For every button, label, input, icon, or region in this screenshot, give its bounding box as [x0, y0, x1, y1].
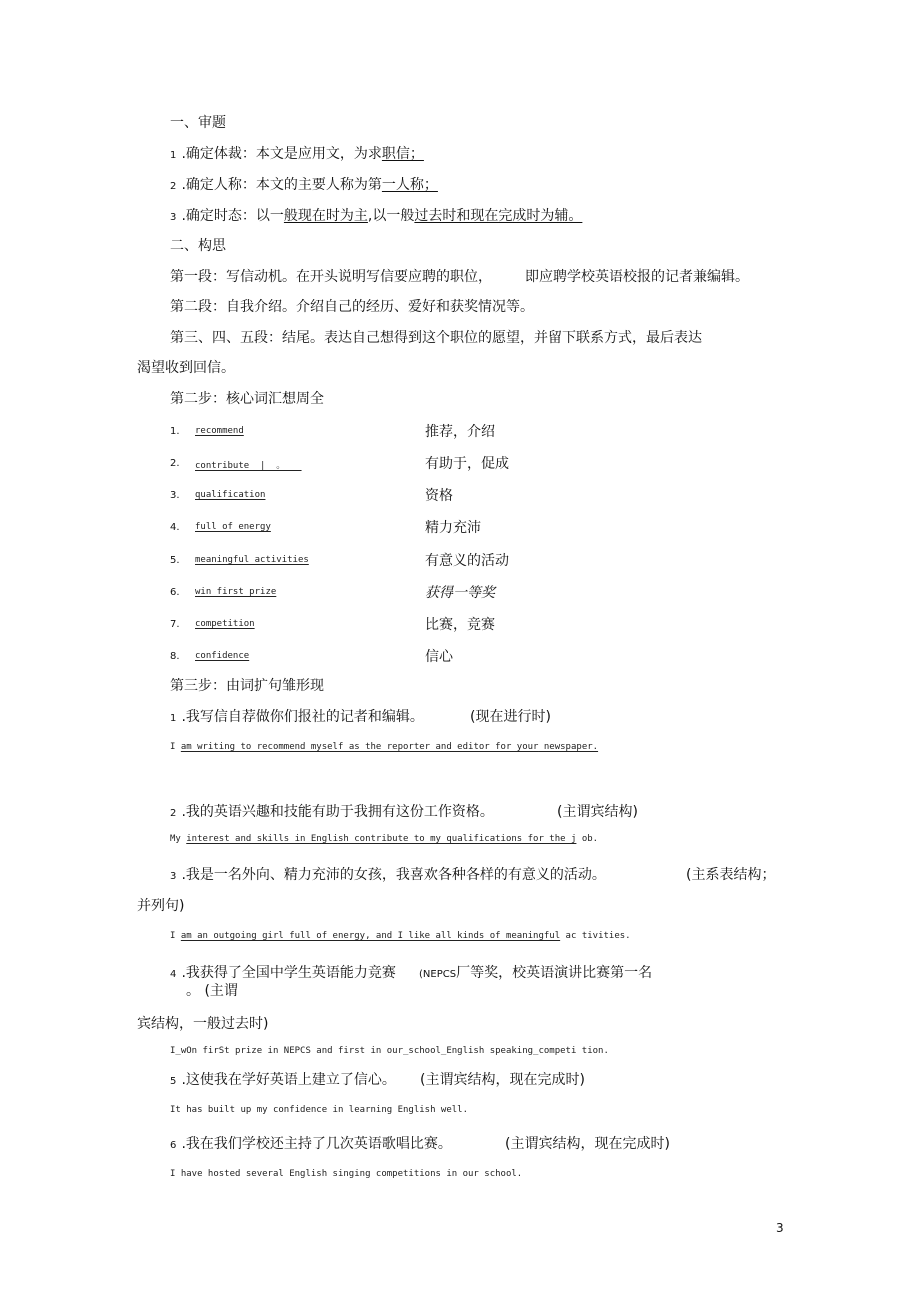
- sentence-6-note: (主谓宾结构，现在完成时): [505, 1136, 670, 1152]
- sentence-4-note-cont: 宾结构，一般过去时): [137, 1016, 269, 1032]
- sentence-1-en: I am writing to recommend myself as the reporter and editor for your newspaper.: [170, 742, 599, 752]
- item-1: 1 .确定体裁：本文是应用文，为求职信；: [170, 146, 424, 162]
- vocab-en: recommend: [195, 426, 244, 436]
- section-heading: 二、构思: [170, 238, 226, 254]
- sentence-4-note: 。 (主谓: [186, 983, 238, 999]
- vocab-num: 3.: [170, 490, 180, 501]
- sentence-3-cn: 3 .我是一名外向、精力充沛的女孩，我喜欢各种各样的有意义的活动。: [170, 867, 606, 883]
- vocab-cn: 推荐，介绍: [425, 424, 495, 440]
- vocab-num: 4.: [170, 522, 180, 533]
- vocab-en: contribute | 。: [195, 461, 302, 471]
- sentence-3-note-cont: 并列句): [137, 898, 185, 914]
- vocab-en: full of energy: [195, 522, 271, 532]
- vocab-cn: 比赛，竞赛: [425, 617, 495, 633]
- vocab-cn: 有意义的活动: [425, 553, 509, 569]
- vocab-en: confidence: [195, 651, 250, 661]
- sentence-6-cn: 6 .我在我们学校还主持了几次英语歌唱比赛。: [170, 1136, 452, 1152]
- vocab-num: 2.: [170, 458, 180, 469]
- item-2: 2 .确定人称：本文的主要人称为第一人称；: [170, 177, 438, 193]
- vocab-en: meaningful activities: [195, 555, 309, 565]
- step-heading: 第二步：核心词汇想周全: [170, 391, 324, 407]
- vocab-cn: 精力充沛: [425, 520, 481, 536]
- sentence-4-cn: 4 .我获得了全国中学生英语能力竞赛 (NEPCS厂等奖，校英语演讲比赛第一名: [170, 965, 653, 981]
- vocab-num: 7.: [170, 619, 180, 630]
- item-3: 3 .确定时态：以一般现在时为主,以一般过去时和现在完成时为辅。: [170, 208, 583, 224]
- paragraph-2-text: 第二段：自我介绍。介绍自己的经历、爱好和获奖情况等。: [170, 299, 534, 315]
- paragraph-3-text: 第三、四、五段：结尾。表达自己想得到这个职位的愿望，并留下联系方式，最后表达: [170, 330, 702, 346]
- sentence-1-note: (现在进行时): [470, 709, 551, 725]
- paragraph-3-text-cont: 渴望收到回信。: [137, 360, 235, 376]
- vocab-cn: 有助于，促成: [425, 456, 509, 472]
- page-number: 3: [776, 1221, 784, 1235]
- vocab-en: win first prize: [195, 587, 277, 597]
- sentence-4-en: I_wOn firSt prize in NEPCS and first in our_school_English speaking_competi tion.: [170, 1046, 609, 1056]
- sentence-2-cn: 2 .我的英语兴趣和技能有助于我拥有这份工作资格。: [170, 804, 494, 820]
- sentence-3-note: (主系表结构；: [686, 867, 776, 883]
- step-heading: 第三步：由词扩句雏形现: [170, 678, 324, 694]
- vocab-cn: 获得一等奖: [425, 585, 495, 601]
- sentence-5-cn: 5 .这使我在学好英语上建立了信心。: [170, 1072, 396, 1088]
- sentence-6-en: I have hosted several English singing competitions in our school.: [170, 1169, 523, 1179]
- sentence-2-en: My interest and skills in English contribute to my qualifications for the j ob.: [170, 834, 599, 844]
- vocab-en: qualification: [195, 490, 266, 500]
- vocab-en: competition: [195, 619, 255, 629]
- sentence-2-note: (主谓宾结构): [557, 804, 638, 820]
- sentence-5-en: It has built up my confidence in learning English well.: [170, 1105, 469, 1115]
- section-heading: 一、审题: [170, 115, 226, 131]
- paragraph-1-text-cont: 即应聘学校英语校报的记者兼编辑。: [525, 269, 749, 285]
- paragraph-1-text: 第一段：写信动机。在开头说明写信要应聘的职位，: [170, 269, 492, 285]
- vocab-num: 1.: [170, 426, 180, 437]
- sentence-1-cn: 1 .我写信自荐做你们报社的记者和编辑。: [170, 709, 424, 725]
- vocab-cn: 信心: [425, 649, 453, 665]
- vocab-num: 8.: [170, 651, 180, 662]
- vocab-num: 5.: [170, 555, 180, 566]
- sentence-3-en: I am an outgoing girl full of energy, and I like all kinds of meaningful ac tivities.: [170, 931, 631, 941]
- sentence-5-note: (主谓宾结构，现在完成时): [420, 1072, 585, 1088]
- vocab-num: 6.: [170, 587, 180, 598]
- vocab-cn: 资格: [425, 488, 453, 504]
